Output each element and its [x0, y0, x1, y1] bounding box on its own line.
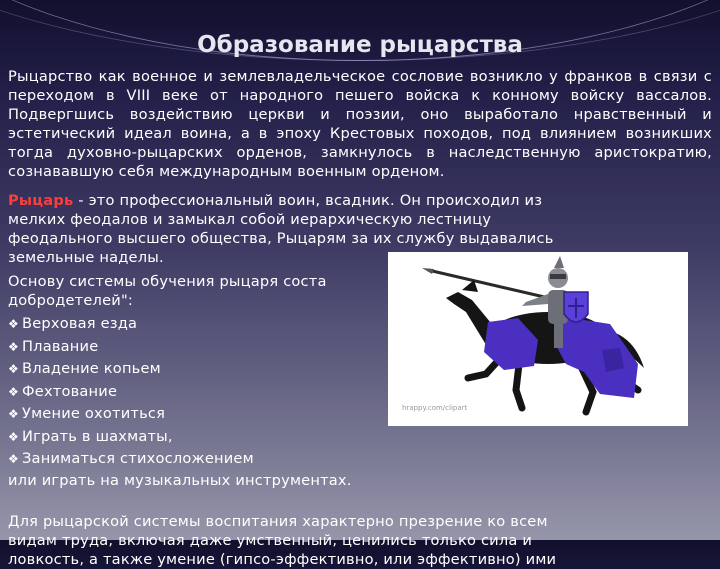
training-intro-line-2: добродетелей":: [8, 292, 133, 309]
list-item: [8, 403, 698, 426]
knight-definition-line-4: земельные наделы.: [8, 249, 164, 266]
knight-definition-line-1: [8, 191, 698, 210]
image-watermark: hrappy.com/clipart: [402, 404, 468, 412]
virtue-text: Играть в шахматы,: [22, 427, 173, 445]
list-item: [8, 381, 698, 404]
virtue-text: Владение копьем: [22, 360, 161, 377]
list-item: [8, 426, 698, 449]
diamond-bullet-icon: ❖: [8, 317, 19, 331]
virtues-list: [8, 313, 698, 471]
diamond-bullet-icon: ❖: [8, 384, 19, 399]
list-item: [8, 336, 698, 359]
virtue-text: Фехтование: [22, 382, 118, 400]
diamond-bullet-icon: ❖: [8, 339, 19, 354]
virtue-text: Заниматься стихосложением: [22, 450, 254, 467]
knight-term: Рыцарь: [8, 192, 74, 209]
main-content: [8, 191, 698, 569]
spacer: [8, 490, 698, 512]
diamond-bullet-icon: ❖: [8, 452, 19, 466]
diamond-bullet-icon: ❖: [8, 429, 19, 444]
slide-title: Образование рыцарства: [197, 32, 523, 58]
virtue-text: Плавание: [22, 337, 99, 355]
training-intro-line-1: Основу системы обучения рыцаря соста: [8, 273, 327, 290]
virtues-tail: или играть на музыкальных инструментах.: [8, 471, 352, 489]
knight-definition-text: - это профессиональный воин, всадник. Он происходил из: [73, 192, 543, 209]
intro-paragraph: Рыцарство как военное и землевладельческое сословие возникло у франков в связи с переходом в VIII веке от народного пешего войска к конному войску вассалов. Подвергшись воздействию церкви и поэзии, оно выработало нравственный и эстетический идеал воина, а в эпоху Крестовых походов, под влиянием возникших тогда духовно-рыцарских орденов, замкнулось в наследственную аристократию, сознававшую себя международным военным орденом.: [8, 68, 712, 180]
diamond-bullet-icon: ❖: [8, 362, 19, 376]
knight-definition-line-2: мелких феодалов и замыкал собой иерархическую лестницу: [8, 211, 492, 228]
virtue-text: Верховая езда: [22, 315, 138, 332]
list-item: [8, 358, 698, 381]
virtue-text: Умение охотиться: [22, 405, 166, 422]
contempt-line-2: видам труда, включая даже умственный, ценились только сила и: [8, 531, 533, 549]
list-item: [8, 448, 698, 471]
knight-definition-line-3: феодального высшего общества, Рыцарям за их службу выдавались: [8, 230, 554, 247]
contempt-line-1: Для рыцарской системы воспитания характерно презрение ко всем: [8, 512, 548, 530]
diamond-bullet-icon: ❖: [8, 407, 19, 421]
contempt-line-3: ловкость, а также умение (гипсо-эффективно, или эффективно) ими: [8, 550, 557, 568]
list-item: [8, 313, 698, 336]
